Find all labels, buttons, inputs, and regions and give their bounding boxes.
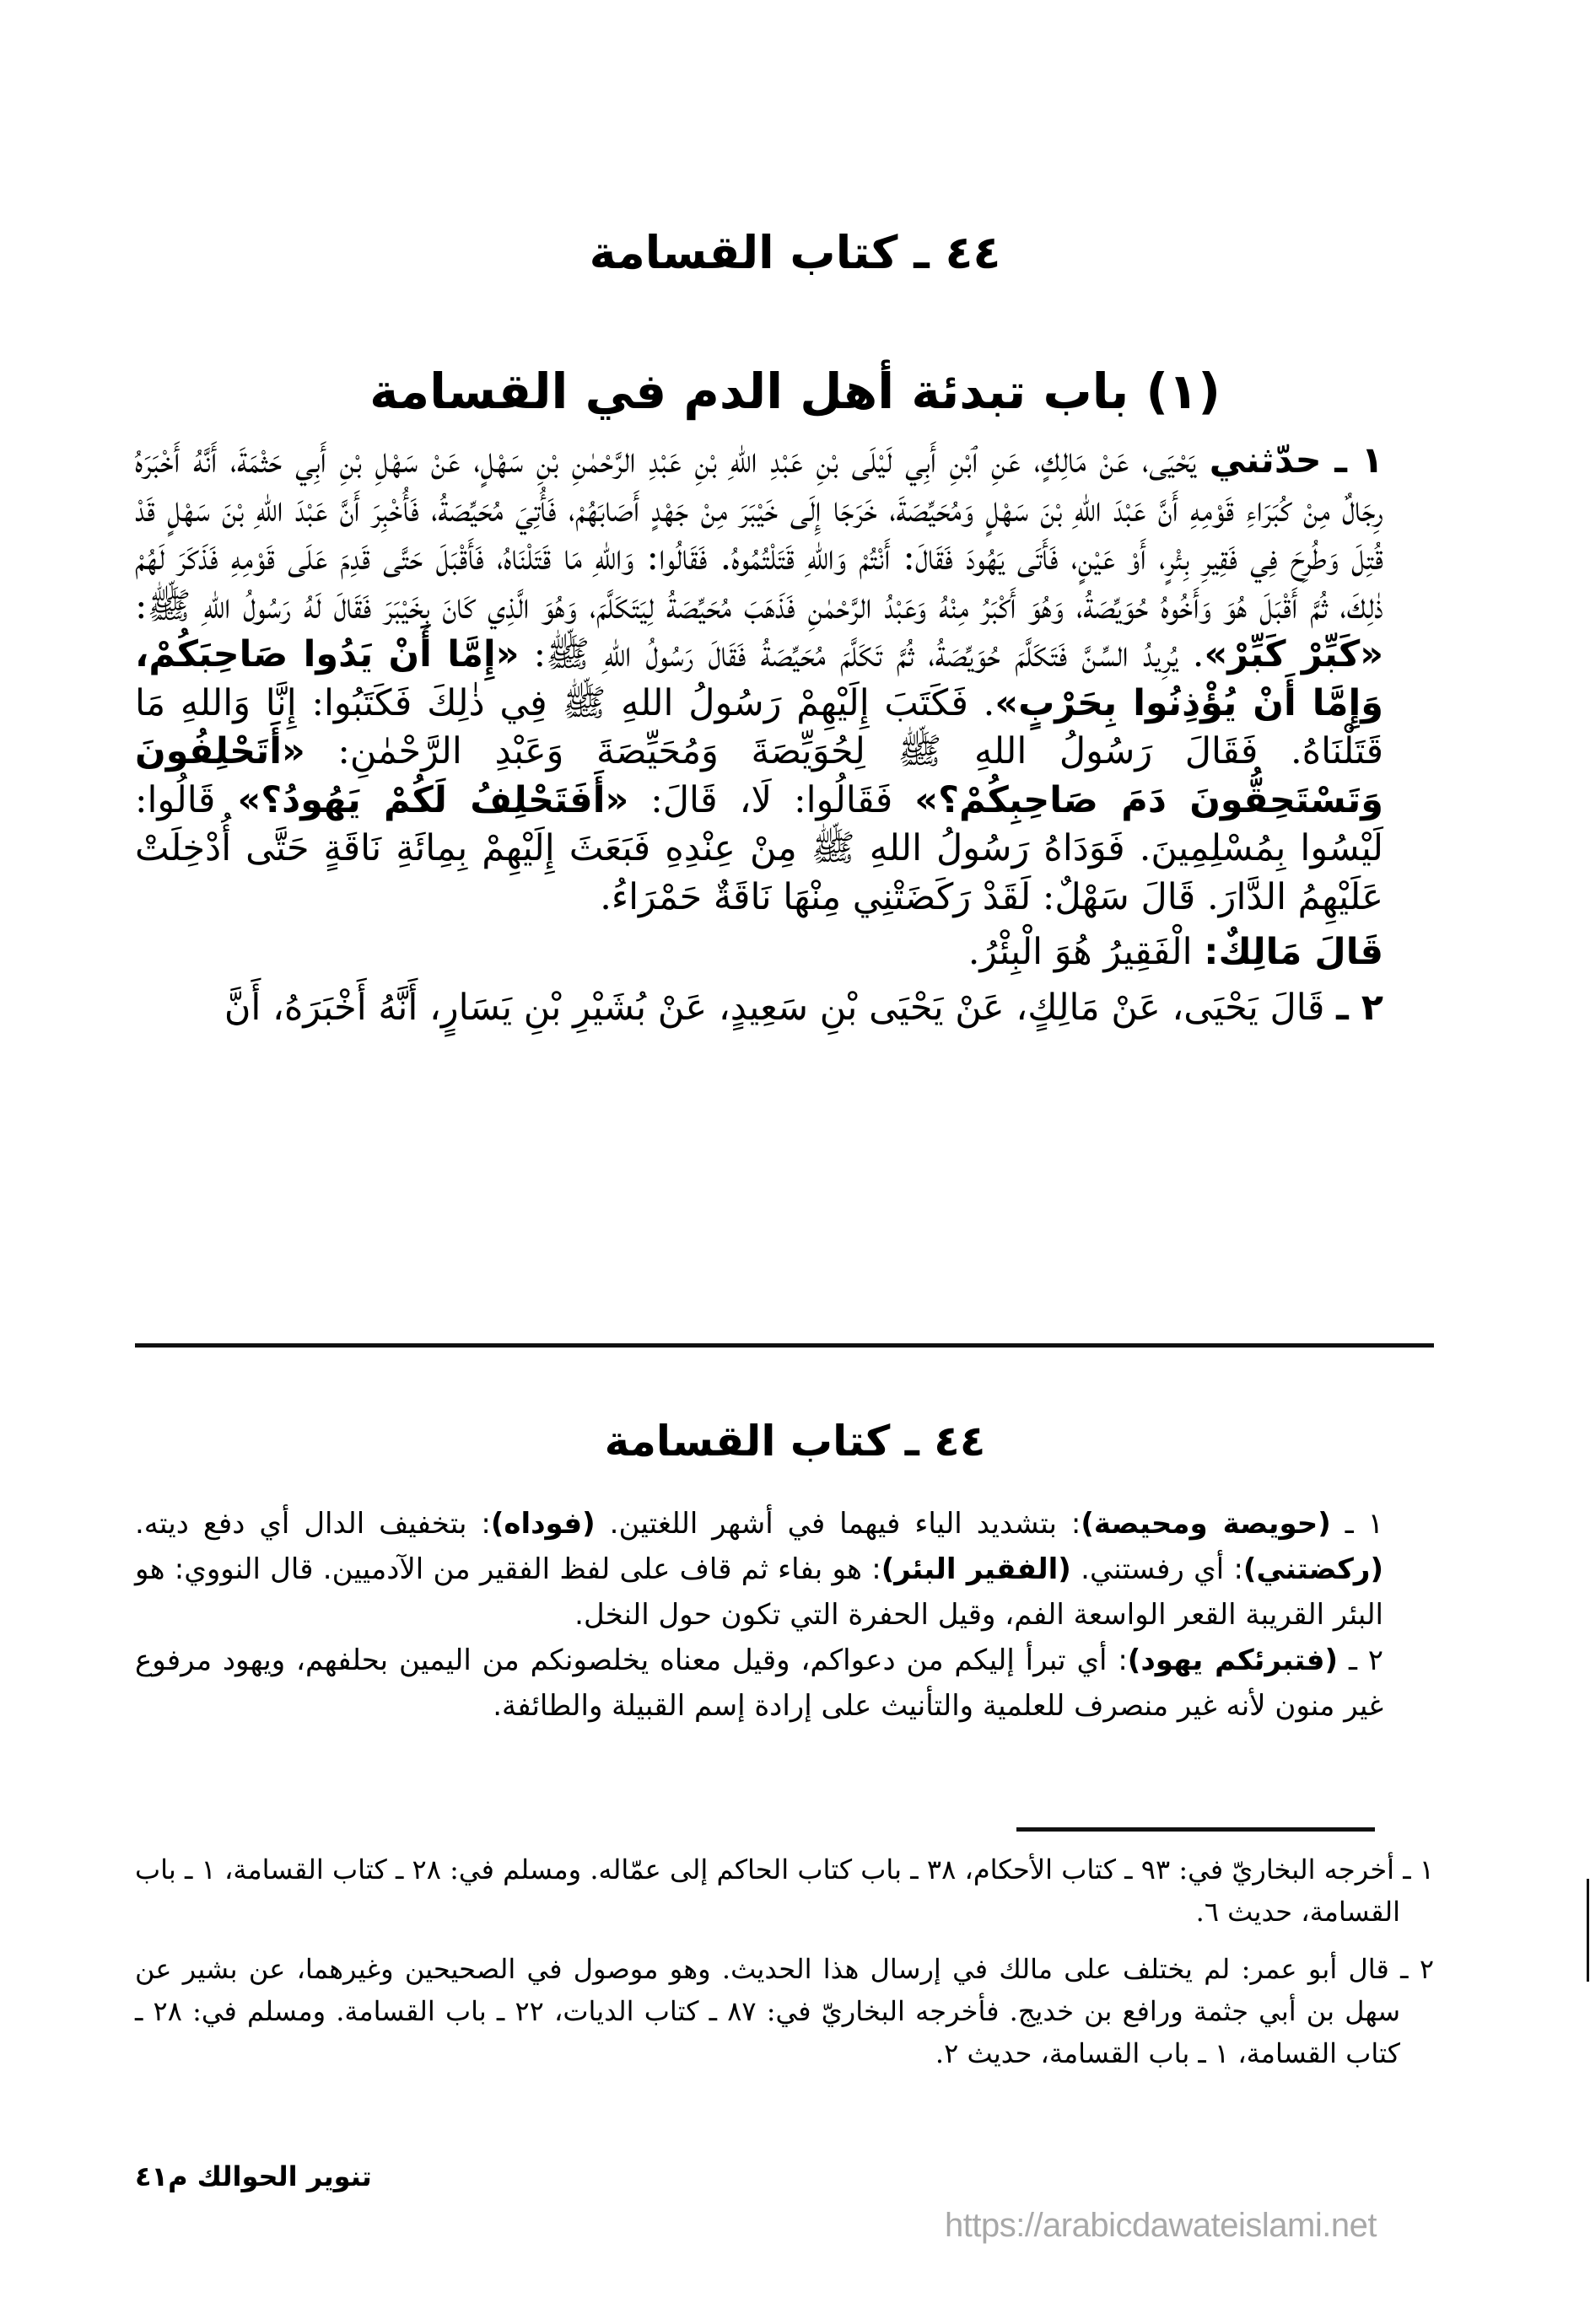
commentary-number: ٢ ـ (1348, 1643, 1383, 1677)
hadith-1-quote-4: «أَفَتَحْلِفُ لَكُمْ يَهُودُ؟» (237, 778, 629, 821)
commentary (135, 1501, 1434, 1729)
hadith-1 (135, 437, 1434, 922)
hadith-1-quote-1: «كَبِّرْ كَبِّرْ» (1204, 633, 1383, 675)
hadith-1-text-e: قَالُوا: لَيْسُوا بِمُسْلِمِينَ. فَوَدَاهُ رَسُولُ اللهِ ﷺ مِنْ عِنْدِهِ فَبَعَثَ إِلَيْهِمْ بِمِائَةِ نَاقَةٍ حَتَّى أُدْخِلَتْ عَلَيْهِمُ الدَّارَ. قَالَ سَهْلٌ: لَقَدْ رَكَضَتْنِي مِنْهَا نَاقَةٌ حَمْرَاءُ. (135, 778, 1383, 918)
hadith-2-number: ٢ ـ (1336, 986, 1383, 1029)
scan-edge-line (1587, 1879, 1589, 1982)
book-title: ٤٤ ـ كتاب القسامة (589, 226, 1001, 279)
hadith-1-text-d: فَقَالُوا: لَا، قَالَ: (650, 778, 893, 821)
commentary-text: : هو بفاء ثم قاف على لفظ الفقير من الآدميين. قال النووي: هو البئر القريبة القعر الواسعة الفم، وقيل الحفرة التي تكون حول النخل. (135, 1552, 1383, 1632)
footnotes (135, 1848, 1434, 2090)
hadith-1-quote-2: «إِمَّا أَنْ يَدُوا صَاحِبَكُمْ، وَإِمَّا أَنْ يُؤْذِنُوا بِحَرْبٍ» (135, 633, 1383, 724)
commentary-term: (فتبرئكم يهود) (1127, 1643, 1339, 1677)
commentary-term: (ركضتني) (1242, 1552, 1383, 1586)
hadith-1-quote-3: «أَتَحْلِفُونَ وَتَسْتَحِقُّونَ دَمَ صَاحِبِكُمْ؟» (135, 730, 1383, 821)
commentary-term: (حويصة ومحيصة) (1081, 1507, 1331, 1541)
hadith-2-text: قَالَ يَحْيَى، عَنْ مَالِكٍ، عَنْ يَحْيَى بْنِ سَعِيدٍ، عَنْ بُشَيْرِ بْنِ يَسَارٍ، أَنَّهُ أَخْبَرَهُ، أَنَّ (224, 986, 1325, 1029)
hadith-1-lead: حدّثني (1209, 439, 1322, 481)
page-signature: تنوير الحوالك م٤١ (135, 2160, 372, 2192)
hadith-1-text-b: . يُرِيدُ السِّنَّ فَتَكَلَّمَ حُوَيِّصَةُ، ثُمَّ تَكَلَّمَ مُحَيِّصَةُ فَقَالَ رَسُولُ اللهِ ﷺ: (533, 633, 1205, 675)
commentary-text: : بتشديد الياء فيهما في أشهر اللغتين. (609, 1507, 1081, 1541)
hadith-2 (135, 984, 1434, 1033)
footnote-divider (1016, 1827, 1375, 1832)
hadith-text (135, 437, 1434, 1032)
commentary-item (135, 1638, 1434, 1729)
hadith-1-number: ١ ـ (1334, 439, 1383, 481)
malik-note (135, 928, 1434, 977)
commentary-title: ٤٤ ـ كتاب القسامة (604, 1417, 986, 1466)
malik-note-lead: قَالَ مَالِكٌ: (1204, 931, 1383, 973)
commentary-item (135, 1501, 1434, 1638)
footnote-2: ٢ ـ قال أبو عمر: لم يختلف على مالك في إرسال هذا الحديث. وهو موصول في الصحيحين وغيرهما، عن بشير عن سهل بن أبي جثمة ورافع بن خديج. فأخرجه البخاريّ في: ٨٧ ـ كتاب الديات، ٢٢ ـ باب القسامة. ومسلم في: ٢٨ ـ كتاب القسامة، ١ ـ باب القسامة، حديث ٢. (135, 1953, 1434, 2069)
section-divider (135, 1343, 1434, 1348)
commentary-text: : بتخفيف الدال أي دفع ديته. (135, 1507, 491, 1541)
commentary-number: ١ ـ (1345, 1507, 1383, 1541)
chapter-title: (١) باب تبدئة أهل الدم في القسامة (369, 363, 1221, 420)
commentary-term: (فوداه) (490, 1507, 596, 1541)
commentary-text: : أي تبرأ إليكم من دعواكم، وقيل معناه يخلصونكم من اليمين بحلفهم، ويهود مرفوع غير منون لأنه غير منصرف للعلمية والتأنيث على إرادة إسم القبيلة والطائفة. (135, 1643, 1383, 1723)
footnote-1: ١ ـ أخرجه البخاريّ في: ٩٣ ـ كتاب الأحكام، ٣٨ ـ باب كتاب الحاكم إلى عمّاله. ومسلم في: ٢٨ ـ كتاب القسامة، ١ ـ باب القسامة، حديث ٦. (135, 1853, 1435, 1928)
commentary-term: (الفقير البئر) (881, 1552, 1071, 1586)
watermark-url: https://arabicdawateislami.net (945, 2207, 1377, 2244)
malik-note-text: الْفَقِيرُ هُوَ الْبِئْرُ. (967, 931, 1193, 973)
hadith-1-text-a: يَحْيَى، عَنْ مَالِكٍ، عَنِ ٱبْنِ أَبِي لَيْلَى بْنِ عَبْدِ اللهِ بْنِ عَبْدِ الرَّحْمٰنِ بْنِ سَهْلٍ، عَنْ سَهْلِ بْنِ أَبِي حَثْمَةَ، أَنَّهُ أَخْبَرَهُ رِجَالٌ مِنْ كُبَرَاءِ قَوْمِهِ أَنَّ عَبْدَ اللهِ بْنَ سَهْلٍ وَمُحَيِّصَةَ، خَرَجَا إِلَى خَيْبَرَ مِنْ جَهْدٍ أَصَابَهُمْ، فَأُتِيَ مُحَيِّصَةُ، فَأُخْبِرَ أَنَّ عَبْدَ اللهِ بْنَ سَهْلٍ قَدْ قُتِلَ وَطُرِحَ فِي فَقِيرِ بِئْرٍ، أَوْ عَيْنٍ، فَأَتَى يَهُودَ فَقَالَ: أَنْتُمْ وَاللهِ قَتَلْتُمُوهُ. فَقَالُوا: وَاللهِ مَا قَتَلْنَاهُ، فَأَقْبَلَ حَتَّى قَدِمَ عَلَى قَوْمِهِ فَذَكَرَ لَهُمْ ذٰلِكَ، ثُمَّ أَقْبَلَ هُوَ وَأَخُوهُ حُوَيِّصَةُ، وَهُوَ أَكْبَرُ مِنْهُ وَعَبْدُ الرَّحْمٰنِ فَذَهَبَ مُحَيِّصَةُ لِيَتَكَلَّمَ، وَهُوَ الَّذِي كَانَ بِخَيْبَرَ فَقَالَ لَهُ رَسُولُ اللهِ ﷺ: (135, 439, 1383, 627)
hadith-1-text-c: . فَكَتَبَ إِلَيْهِمْ رَسُولُ اللهِ ﷺ فِي ذٰلِكَ فَكَتَبُوا: إِنَّا وَاللهِ مَا قَتَلْنَاهُ. فَقَالَ رَسُولُ اللهِ ﷺ لِحُوَيِّصَةَ وَمُحَيِّصَةَ وَعَبْدِ الرَّحْمٰنِ: (135, 681, 1383, 772)
commentary-text: : أي رفستني. (1081, 1552, 1243, 1586)
